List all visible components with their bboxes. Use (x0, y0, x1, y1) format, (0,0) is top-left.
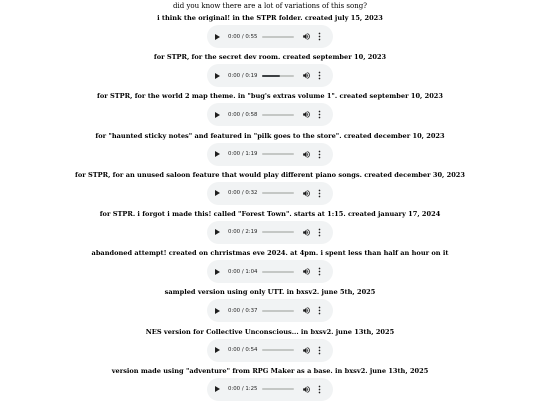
volume-icon[interactable] (302, 385, 311, 394)
song-variation-title: NES version for Collective Unconscious... in bxsv2. june 13th, 2025 (145, 327, 395, 336)
play-icon[interactable] (215, 112, 220, 118)
song-variation-item (0, 130, 540, 169)
song-variation-title: for STPR, for the secret dev room. created september 10, 2023 (153, 53, 387, 62)
intro-text: did you know there are a lot of variations of this song? (173, 2, 367, 10)
time-display: 0:00 / 0:19 (228, 72, 258, 79)
audio-player[interactable] (207, 25, 333, 48)
audio-player[interactable] (207, 260, 333, 283)
more-vertical-icon[interactable] (318, 346, 321, 355)
volume-icon[interactable] (302, 71, 311, 80)
volume-icon[interactable] (302, 110, 311, 119)
time-display: 0:00 / 1:19 (228, 151, 258, 158)
song-variation-item (0, 208, 540, 247)
volume-icon[interactable] (302, 228, 311, 237)
progress-slider[interactable] (262, 388, 294, 390)
more-vertical-icon[interactable] (318, 228, 321, 237)
song-variation-title: abandoned attempt! created on chrristmas eve 2024. at 4pm. i spent less than half an hour on it (91, 249, 449, 258)
audio-player[interactable] (207, 182, 333, 205)
song-variation-item (0, 51, 540, 90)
time-display: 0:00 / 0:55 (228, 33, 258, 40)
more-vertical-icon[interactable] (318, 267, 321, 276)
song-variation-item (0, 12, 540, 51)
audio-player[interactable] (207, 103, 333, 126)
audio-player[interactable] (207, 64, 333, 87)
more-vertical-icon[interactable] (318, 385, 321, 394)
play-icon[interactable] (215, 229, 220, 235)
volume-icon[interactable] (302, 306, 311, 315)
play-icon[interactable] (215, 308, 220, 314)
progress-slider[interactable] (262, 310, 294, 312)
song-variation-title: for STPR, for the world 2 map theme. in "bug's extras volume 1". created september 10, 2023 (97, 92, 443, 101)
song-variation-item (0, 169, 540, 208)
song-variation-item (0, 326, 540, 365)
song-variation-list (0, 12, 540, 404)
progress-fill (262, 75, 280, 77)
audio-player[interactable] (207, 143, 333, 166)
more-vertical-icon[interactable] (318, 110, 321, 119)
audio-player[interactable] (207, 339, 333, 362)
more-vertical-icon[interactable] (318, 32, 321, 41)
more-vertical-icon[interactable] (318, 71, 321, 80)
song-variation-item (0, 365, 540, 404)
song-variation-item (0, 90, 540, 129)
more-vertical-icon[interactable] (318, 306, 321, 315)
volume-icon[interactable] (302, 267, 311, 276)
audio-player[interactable] (207, 299, 333, 322)
song-variation-item (0, 247, 540, 286)
more-vertical-icon[interactable] (318, 150, 321, 159)
song-variation-item (0, 286, 540, 325)
song-variation-title: i think the original! in the STPR folder. created july 15, 2023 (157, 14, 383, 22)
play-icon[interactable] (215, 73, 220, 79)
progress-slider[interactable] (262, 271, 294, 273)
progress-slider[interactable] (262, 349, 294, 351)
volume-icon[interactable] (302, 189, 311, 198)
song-variation-title: for STPR, for an unused saloon feature that would play different piano songs. created december 30, 2023 (74, 170, 465, 179)
volume-icon[interactable] (302, 32, 311, 41)
song-variation-title: version made using "adventure" from RPG Maker as a base. in bxsv2. june 13th, 2025 (111, 366, 429, 375)
time-display: 0:00 / 2:19 (228, 229, 258, 236)
more-vertical-icon[interactable] (318, 189, 321, 198)
play-icon[interactable] (215, 151, 220, 157)
volume-icon[interactable] (302, 150, 311, 159)
time-display: 0:00 / 1:25 (228, 386, 258, 393)
play-icon[interactable] (215, 269, 220, 275)
song-variation-title: sampled version using only UTT. in bxsv2. june 5th, 2025 (164, 288, 376, 297)
progress-slider[interactable] (262, 75, 294, 77)
play-icon[interactable] (215, 347, 220, 353)
progress-slider[interactable] (262, 231, 294, 233)
time-display: 0:00 / 0:54 (228, 347, 258, 353)
progress-slider[interactable] (262, 153, 294, 155)
progress-slider[interactable] (262, 192, 294, 194)
song-variation-title: for "haunted sticky notes" and featured in "pilk goes to the store". created december 10, 2023 (95, 131, 445, 140)
time-display: 0:00 / 0:32 (228, 190, 258, 197)
time-display: 0:00 / 0:58 (228, 111, 258, 118)
progress-slider[interactable] (262, 114, 294, 116)
volume-icon[interactable] (302, 346, 311, 355)
audio-player[interactable] (207, 378, 333, 401)
time-display: 0:00 / 1:04 (228, 268, 258, 275)
play-icon[interactable] (215, 190, 220, 196)
play-icon[interactable] (215, 34, 220, 40)
audio-player[interactable] (207, 221, 333, 244)
time-display: 0:00 / 0:37 (228, 307, 258, 314)
song-variation-title: for STPR. i forgot i made this! called "Forest Town". starts at 1:15. created january 17, 2024 (99, 209, 441, 218)
progress-slider[interactable] (262, 36, 294, 38)
play-icon[interactable] (215, 386, 220, 392)
